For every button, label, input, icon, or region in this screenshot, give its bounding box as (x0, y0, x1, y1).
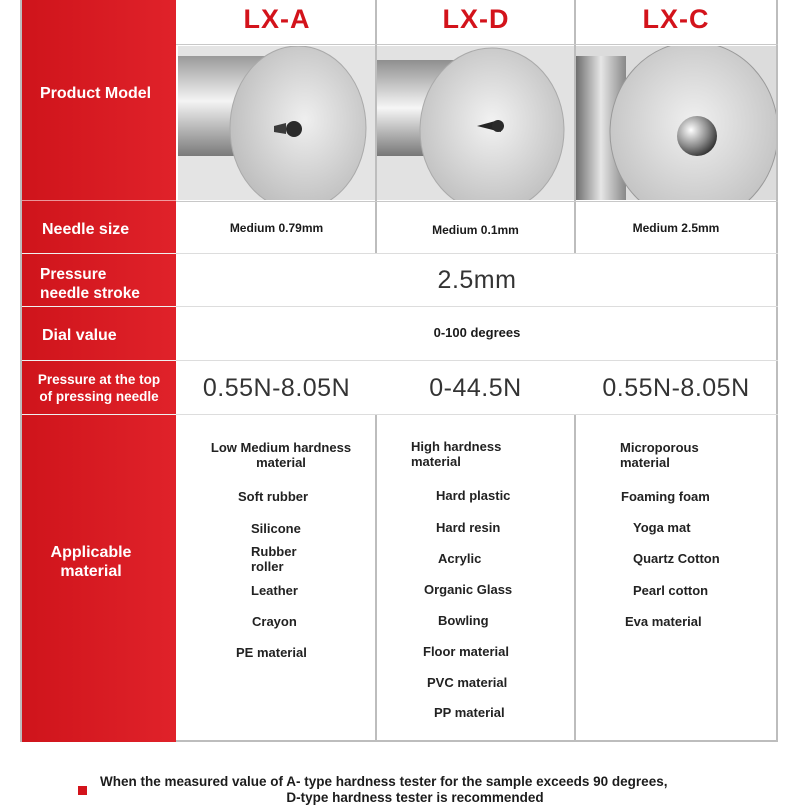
material-c-6: Eva material (625, 614, 702, 629)
label-sep-4 (22, 360, 176, 361)
note-line-1: When the measured value of A- type hardness tester for the sample exceeds 90 degrees, (100, 774, 668, 789)
material-d-4: Acrylic (438, 551, 482, 566)
material-d-6: Bowling (438, 613, 489, 628)
note-line-2: D-type hardness tester is recommended (286, 790, 544, 805)
material-c-5: Pearl cotton (633, 583, 709, 598)
label-dial-value: Dial value (42, 326, 117, 344)
material-c-2: Foaming foam (621, 489, 710, 504)
label-sep-2 (22, 253, 176, 254)
label-stroke-line2: needle stroke (40, 285, 140, 302)
label-applicable-line2: material (60, 563, 122, 580)
model-header-lx-c: LX-C (642, 4, 710, 34)
label-applicable (22, 543, 160, 581)
material-c-4: Quartz Cotton (633, 551, 720, 566)
label-sep-1 (22, 200, 176, 201)
material-d-9: PP material (434, 705, 505, 720)
needle-size-lx-a: Medium 0.79mm (229, 220, 324, 235)
model-header-lx-a: LX-A (243, 4, 311, 34)
pressure-lx-c: 0.55N-8.05N (602, 373, 750, 402)
product-image-lx-d (377, 46, 574, 200)
product-image-lx-c (576, 46, 776, 200)
material-a-3: Silicone (251, 521, 301, 536)
model-header-lx-d: LX-D (442, 4, 510, 34)
material-a-2: Soft rubber (238, 489, 309, 504)
note-bullet (78, 786, 87, 795)
material-d-5: Organic Glass (424, 582, 513, 597)
pressure-lx-a: 0.55N-8.05N (202, 373, 351, 402)
material-a-5: Leather (251, 583, 298, 598)
needle-d-illustration (377, 46, 574, 200)
pressure-lx-d: 0-44.5N (429, 373, 522, 402)
material-d-8: PVC material (427, 675, 508, 690)
material-d-3: Hard resin (436, 520, 501, 535)
dial-value: 0-100 degrees (433, 324, 521, 340)
material-d-1: High hardness material (411, 439, 502, 469)
material-a-1: Low Medium hardness material (210, 440, 352, 470)
needle-size-lx-c: Medium 2.5mm (632, 220, 720, 235)
label-stroke-line1: Pressure (40, 266, 107, 283)
material-d-7: Floor material (423, 644, 509, 659)
label-stroke (40, 265, 140, 303)
row-line-1 (176, 44, 778, 45)
material-a-6: Crayon (252, 614, 297, 629)
material-a-7: PE material (236, 645, 307, 660)
label-pressure-line1: Pressure at the top (37, 372, 161, 387)
label-product-model: Product Model (40, 84, 152, 102)
col-divider-3 (375, 415, 377, 742)
label-sep-5 (22, 414, 176, 415)
material-c-1: Microporous material (620, 440, 699, 470)
needle-c-illustration (576, 46, 776, 200)
material-a-4: Rubber roller (251, 544, 297, 574)
label-sep-3 (22, 306, 176, 307)
label-pressure-line2: of pressing needle (39, 389, 159, 404)
stroke-value: 2.5mm (437, 265, 517, 294)
needle-size-lx-d: Medium 0.1mm (432, 222, 519, 237)
needle-a-illustration (178, 46, 375, 200)
label-applicable-line1: Applicable (50, 544, 132, 561)
label-pressure (22, 371, 176, 405)
label-needle-size: Needle size (42, 220, 130, 238)
material-c-3: Yoga mat (633, 520, 691, 535)
material-d-2: Hard plastic (436, 488, 511, 503)
col-divider-4 (574, 415, 576, 742)
product-image-lx-a (178, 46, 375, 200)
